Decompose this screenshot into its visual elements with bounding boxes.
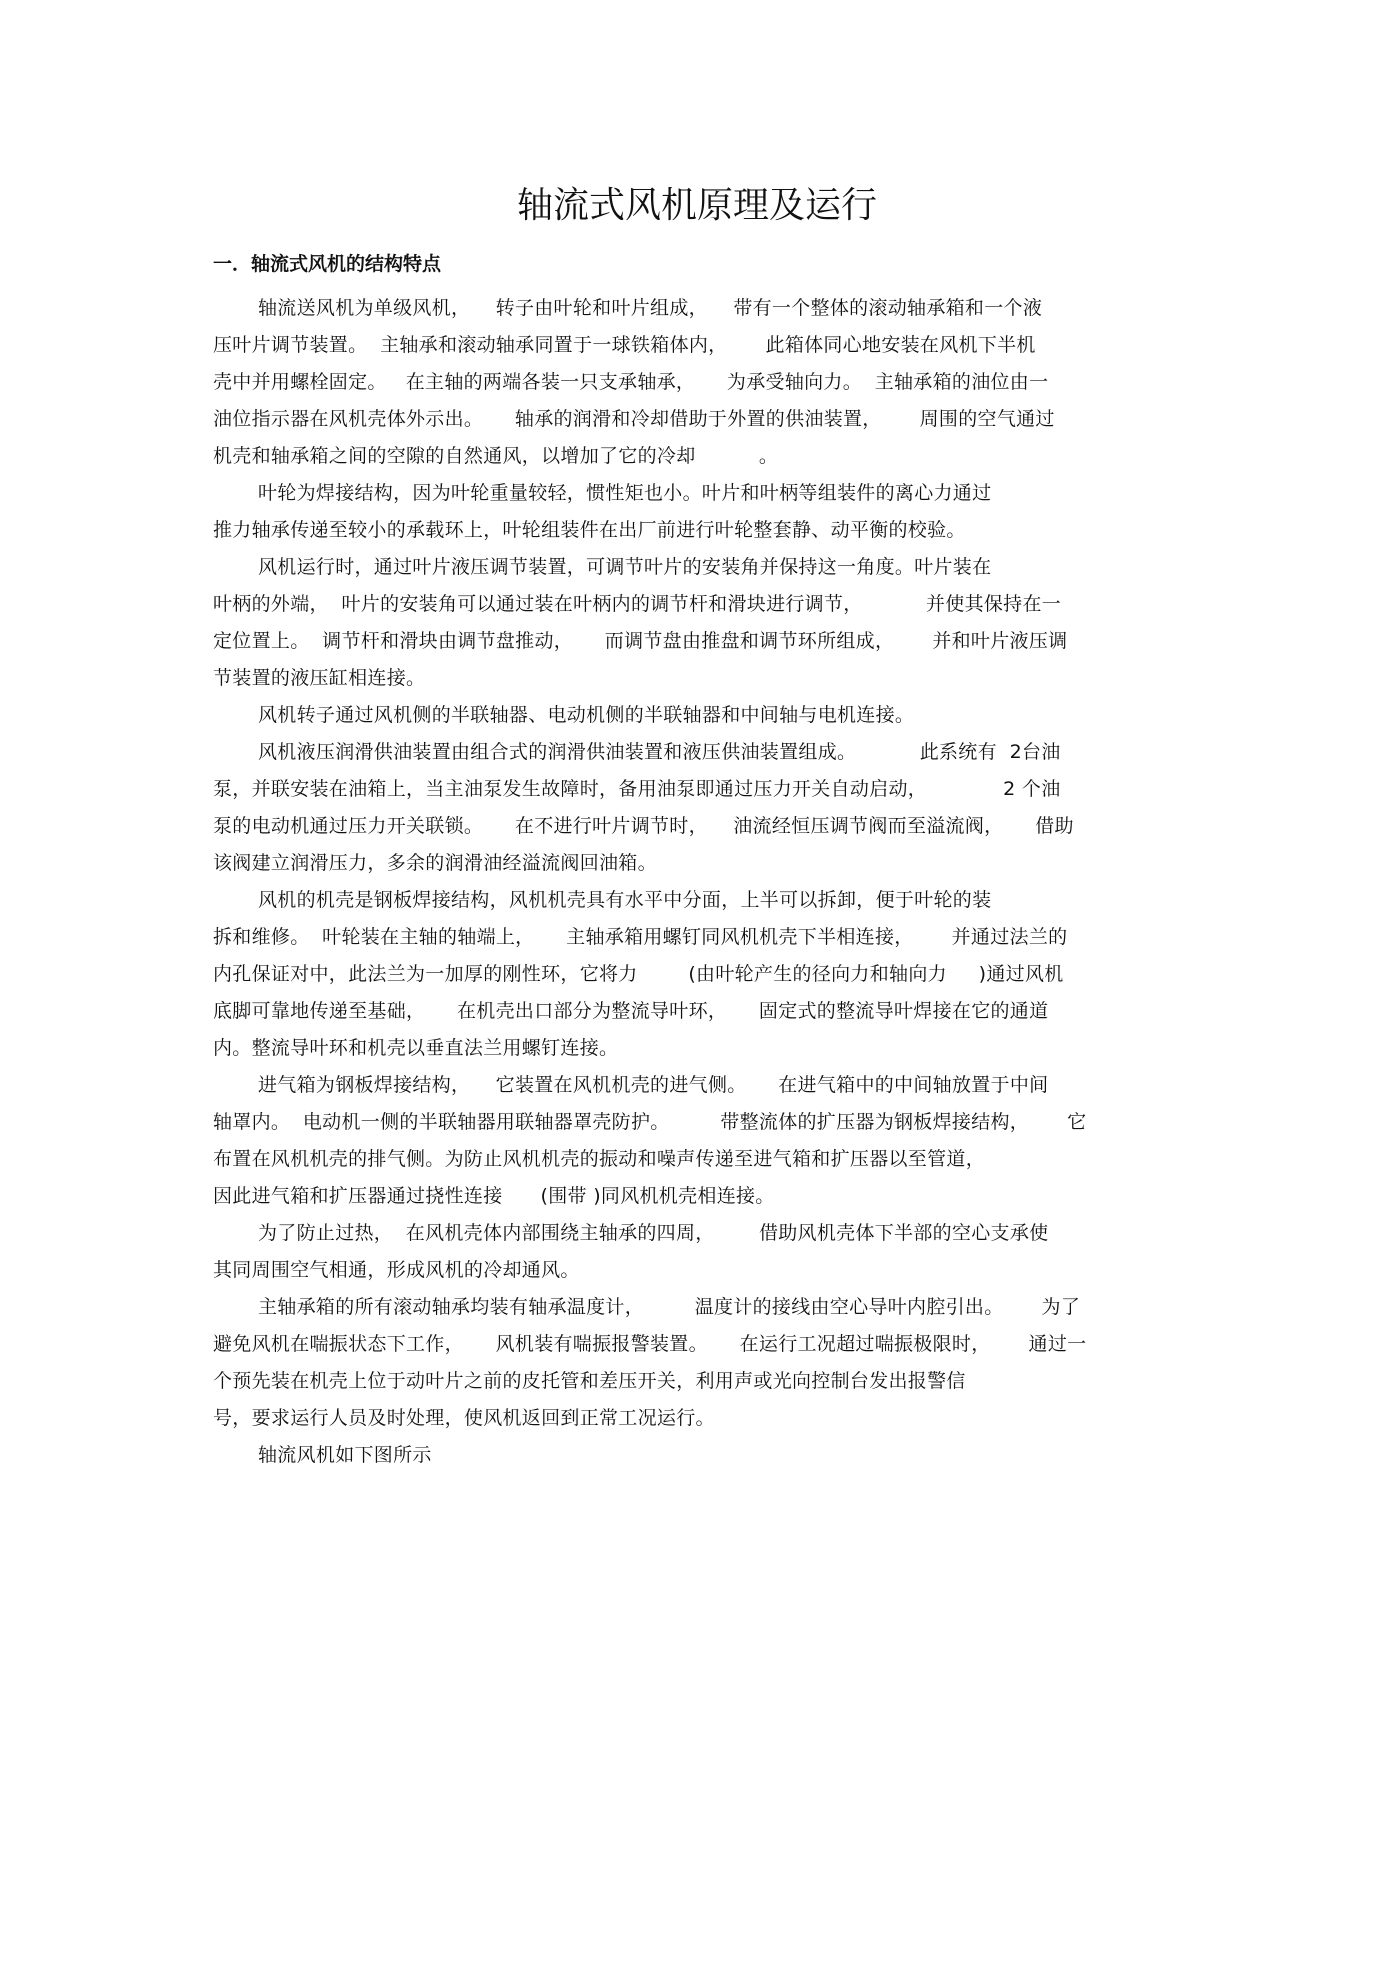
text-line: 叶柄的外端， 叶片的安装角可以通过装在叶柄内的调节杆和滑块进行调节， 并使其保持在一: [213, 593, 1062, 615]
text-line: 内。整流导叶环和机壳以垂直法兰用螺钉连接。: [213, 1037, 619, 1059]
text-line: 泵的电动机通过压力开关联锁。 在不进行叶片调节时， 油流经恒压调节阀而至溢流阀， 借助: [213, 815, 1074, 837]
text-line: 号，要求运行人员及时处理，使风机返回到正常工况运行。: [213, 1407, 715, 1429]
text-line: 拆和维修。 叶轮装在主轴的轴端上， 主轴承箱用螺钉同风机机壳下半相连接， 并通过法兰的: [213, 926, 1068, 948]
body-text: [213, 290, 1198, 1474]
text-line: 压叶片调节装置。 主轴承和滚动轴承同置于一球铁箱体内， 此箱体同心地安装在风机下半机: [213, 334, 1036, 356]
text-line: 风机转子通过风机侧的半联轴器、电动机侧的半联轴器和中间轴与电机连接。: [258, 704, 915, 726]
text-line: 风机运行时，通过叶片液压调节装置，可调节叶片的安装角并保持这一角度。叶片装在: [258, 556, 992, 578]
text-line: 该阀建立润滑压力，多余的润滑油经溢流阀回油箱。: [213, 852, 657, 874]
text-line: 底脚可靠地传递至基础， 在机壳出口部分为整流导叶环， 固定式的整流导叶焊接在它的通道: [213, 1000, 1049, 1022]
text-line: 油位指示器在风机壳体外示出。 轴承的润滑和冷却借助于外置的供油装置， 周围的空气通过: [213, 408, 1055, 430]
text-line: 泵，并联安装在油箱上，当主油泵发生故障时，备用油泵即通过压力开关自动启动， 2 个油: [213, 778, 1061, 800]
section-heading: 一．轴流式风机的结构特点: [213, 253, 442, 275]
text-line: 布置在风机机壳的排气侧。为防止风机机壳的振动和噪声传递至进气箱和扩压器以至管道，: [213, 1148, 986, 1170]
text-line: 推力轴承传递至较小的承载环上，叶轮组装件在出厂前进行叶轮整套静、动平衡的校验。: [213, 519, 966, 541]
text-line: 避免风机在喘振状态下工作， 风机装有喘振报警装置。 在运行工况超过喘振极限时， 通过一: [213, 1333, 1087, 1355]
text-line: 机壳和轴承箱之间的空隙的自然通风，以增加了它的冷却 。: [213, 445, 779, 467]
text-line: 节装置的液压缸相连接。: [213, 667, 426, 689]
document-title: 轴流式风机原理及运行: [516, 185, 877, 226]
text-line: 个预先装在机壳上位于动叶片之前的皮托管和差压开关，利用声或光向控制台发出报警信: [213, 1370, 966, 1392]
text-line: 风机液压润滑供油装置由组合式的润滑供油装置和液压供油装置组成。 此系统有 2台油: [258, 741, 1061, 763]
text-line: 叶轮为焊接结构，因为叶轮重量较轻，惯性矩也小。叶片和叶柄等组装件的离心力通过: [258, 482, 992, 504]
text-line: 轴流风机如下图所示: [258, 1444, 432, 1466]
text-line: 因此进气箱和扩压器通过挠性连接 (围带 )同风机机壳相连接。: [213, 1185, 775, 1207]
text-line: 轴罩内。 电动机一侧的半联轴器用联轴器罩壳防护。 带整流体的扩压器为钢板焊接结构， 它: [213, 1111, 1087, 1133]
text-line: 轴流送风机为单级风机， 转子由叶轮和叶片组成， 带有一个整体的滚动轴承箱和一个液: [258, 297, 1043, 319]
text-line: 风机的机壳是钢板焊接结构，风机机壳具有水平中分面，上半可以拆卸，便于叶轮的装: [258, 889, 992, 911]
text-line: 内孔保证对中，此法兰为一加厚的刚性环，它将力 (由叶轮产生的径向力和轴向力 )通过风机: [213, 963, 1064, 985]
text-line: 为了防止过热， 在风机壳体内部围绕主轴承的四周， 借助风机壳体下半部的空心支承使: [258, 1222, 1049, 1244]
text-line: 壳中并用螺栓固定。 在主轴的两端各装一只支承轴承， 为承受轴向力。 主轴承箱的油位由一: [213, 371, 1049, 393]
text-line: 其同周围空气相通，形成风机的冷却通风。: [213, 1259, 580, 1281]
text-line: 进气箱为钢板焊接结构， 它装置在风机机壳的进气侧。 在进气箱中的中间轴放置于中间: [258, 1074, 1049, 1096]
text-line: 主轴承箱的所有滚动轴承均装有轴承温度计， 温度计的接线由空心导叶内腔引出。 为了: [258, 1296, 1081, 1318]
text-line: 定位置上。 调节杆和滑块由调节盘推动， 而调节盘由推盘和调节环所组成， 并和叶片液压调: [213, 630, 1068, 652]
